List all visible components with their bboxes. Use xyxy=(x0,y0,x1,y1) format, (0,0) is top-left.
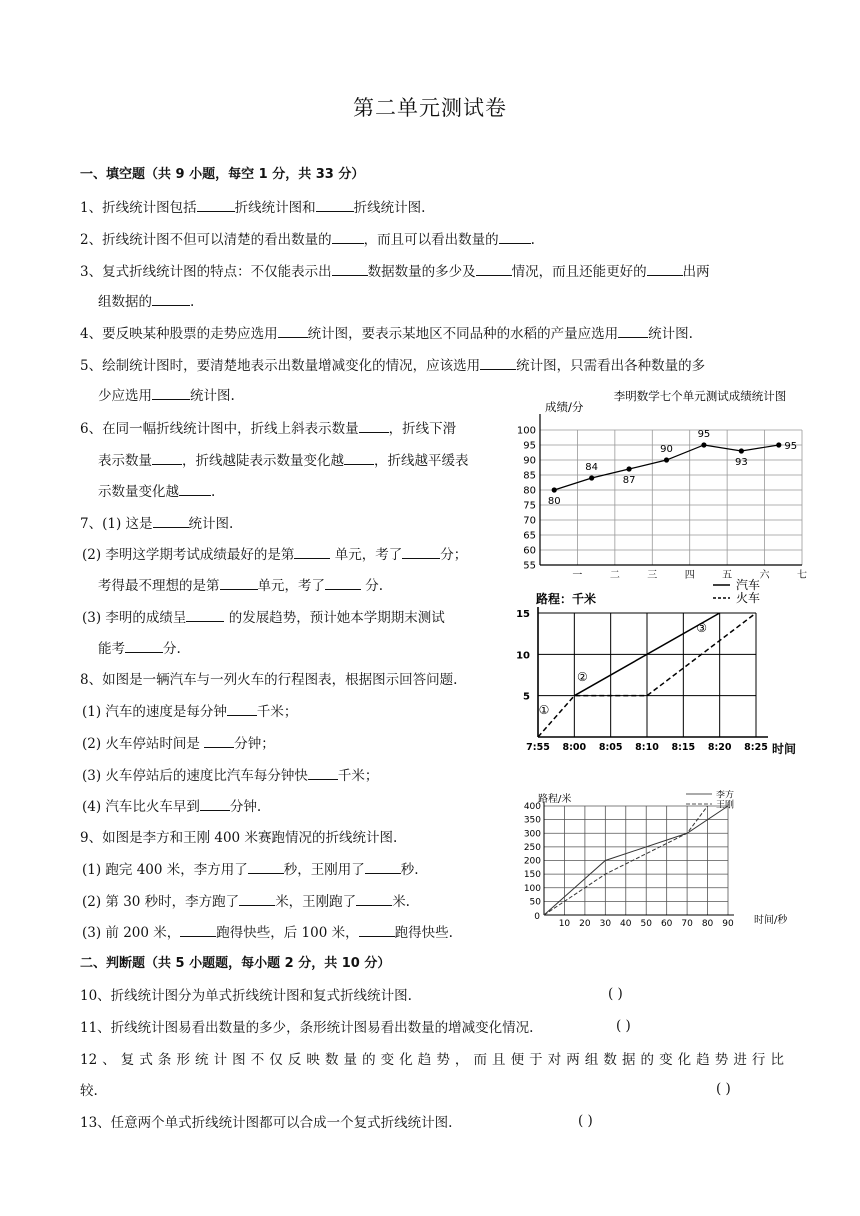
question-7-2: (2) 李明这学期考试成绩最好的是第 单元，考了 分； xyxy=(82,544,467,565)
data-label: 87 xyxy=(622,475,636,486)
legend-label: 李方 xyxy=(716,790,735,801)
question-6-cont: 表示数量 ，折线越陡表示数量变化越 ，折线越平缓表 xyxy=(98,450,469,471)
question-9-2: (2) 第 30 秒时，李方跑了 米，王刚跑了 米. xyxy=(82,891,410,912)
travel-line-chart xyxy=(508,577,810,759)
question-7-2-cont: 考得最不理想的是第 单元，考了 分. xyxy=(98,575,383,596)
data-label: 90 xyxy=(660,444,673,455)
answer-blank[interactable] xyxy=(476,261,512,276)
y-tick-label: 250 xyxy=(523,842,541,853)
data-point xyxy=(776,442,781,447)
data-label: 93 xyxy=(734,457,748,468)
x-tick-label: 8:15 xyxy=(671,742,696,753)
score-line-chart xyxy=(510,384,810,580)
answer-blank[interactable] xyxy=(308,765,338,780)
answer-blank[interactable] xyxy=(152,385,190,400)
x-tick-label: 8:05 xyxy=(598,742,623,753)
marker-label: ③ xyxy=(696,621,708,636)
y-tick-label: 100 xyxy=(523,883,541,894)
y-tick-label: 15 xyxy=(516,609,530,620)
question-8-3: (3) 火车停站后的速度比汽车每分钟快 千米； xyxy=(82,765,378,786)
origin-label: 0 xyxy=(534,912,540,922)
question-3-cont: 组数据的 . xyxy=(98,291,194,312)
y-tick-label: 95 xyxy=(523,440,536,452)
question-7-3: (3) 李明的成绩呈 的发展趋势，预计她本学期期末测试 xyxy=(82,607,445,628)
x-tick-label: 四 xyxy=(684,570,695,580)
y-tick-label: 100 xyxy=(516,425,536,437)
x-tick-label: 50 xyxy=(640,919,652,929)
answer-blank[interactable] xyxy=(294,544,330,559)
y-tick-label: 75 xyxy=(523,500,536,512)
answer-blank[interactable] xyxy=(618,323,648,338)
question-9: 9、如图是李方和王刚 400 米赛跑情况的折线统计图. xyxy=(80,830,398,846)
answer-blank[interactable] xyxy=(152,291,190,306)
question-8-2: (2) 火车停站时间是 分钟； xyxy=(82,733,275,754)
x-tick-label: 五 xyxy=(722,570,733,580)
answer-blank[interactable] xyxy=(647,261,683,276)
question-13: 13、任意两个单式折线统计图都可以合成一个复式折线统计图. xyxy=(80,1115,453,1131)
question-8-4: (4) 汽车比火车早到 分钟. xyxy=(82,796,261,817)
answer-blank[interactable] xyxy=(204,733,234,748)
x-tick-label: 六 xyxy=(759,570,770,580)
x-tick-label: 30 xyxy=(599,919,612,929)
question-12-cont: 较. xyxy=(80,1083,98,1099)
x-tick-label: 二 xyxy=(609,570,620,580)
question-2: 2、折线统计图不但可以清楚的看出数量的 ，而且可以看出数量的 . xyxy=(80,229,535,250)
legend-label: 火车 xyxy=(736,591,761,605)
section-2-heading: 二、判断题（共 5 小题题，每小题 2 分，共 10 分） xyxy=(80,956,391,971)
y-tick-label: 80 xyxy=(523,485,536,497)
x-tick-label: 8:00 xyxy=(562,742,587,753)
answer-blank[interactable] xyxy=(499,229,531,244)
question-7: 7、(1) 这是 统计图. xyxy=(80,513,233,534)
y-tick-label: 200 xyxy=(523,856,541,867)
question-8-1: (1) 汽车的速度是每分钟 千米； xyxy=(82,701,297,722)
answer-parentheses[interactable]: ( ) xyxy=(716,1081,731,1097)
answer-blank[interactable] xyxy=(248,859,284,874)
answer-blank[interactable] xyxy=(186,607,224,622)
answer-blank[interactable] xyxy=(316,197,354,212)
x-tick-label: 70 xyxy=(681,919,693,929)
question-5-cont: 少应选用 统计图. xyxy=(98,385,235,406)
question-8: 8、如图是一辆汽车与一列火车的行程图表，根据图示回答问题. xyxy=(80,672,458,688)
question-4: 4、要反映某种股票的走势应选用 统计图，要表示某地区不同品种的水稻的产量应选用 统计图. xyxy=(80,323,693,344)
answer-blank[interactable] xyxy=(200,796,230,811)
question-3: 3、复式折线统计图的特点：不仅能表示出 数据数量的多少及 情况，而且还能更好的 出两 xyxy=(80,261,710,282)
answer-blank[interactable] xyxy=(344,450,374,465)
question-11: 11、折线统计图易看出数量的多少，条形统计图易看出数量的增减变化情况. xyxy=(80,1020,534,1036)
answer-parentheses[interactable]: ( ) xyxy=(616,1018,631,1034)
data-point xyxy=(739,448,744,453)
x-axis-label: 时间 xyxy=(772,742,797,756)
data-label: 95 xyxy=(697,429,711,440)
answer-blank[interactable] xyxy=(125,638,163,653)
answer-blank[interactable] xyxy=(152,450,182,465)
y-tick-label: 350 xyxy=(523,815,541,826)
answer-blank[interactable] xyxy=(359,418,389,433)
data-point xyxy=(701,442,706,447)
x-tick-label: 90 xyxy=(722,919,734,929)
legend-label: 汽车 xyxy=(736,578,761,592)
data-point xyxy=(552,487,557,492)
y-tick-label: 60 xyxy=(523,545,536,557)
x-tick-label: 三 xyxy=(647,570,658,580)
answer-blank[interactable] xyxy=(402,544,440,559)
question-5: 5、绘制统计图时，要清楚地表示出数量增减变化的情况，应该选用 统计图，只需看出各种数量的多 xyxy=(80,355,705,376)
data-point xyxy=(664,457,669,462)
x-tick-label: 8:20 xyxy=(707,742,732,753)
page-title: 第二单元测试卷 xyxy=(353,96,507,120)
y-tick-label: 150 xyxy=(523,870,541,881)
x-tick-label: 80 xyxy=(701,919,714,929)
y-tick-label: 50 xyxy=(529,897,541,908)
question-9-1: (1) 跑完 400 米，李方用了 秒，王刚用了 秒. xyxy=(82,859,419,880)
answer-blank[interactable] xyxy=(220,575,258,590)
data-label: 95 xyxy=(784,441,798,452)
question-6-cont2: 示数量变化越 . xyxy=(98,481,215,502)
x-tick-label: 8:10 xyxy=(635,742,659,753)
answer-blank[interactable] xyxy=(179,481,211,496)
answer-parentheses[interactable]: ( ) xyxy=(608,986,623,1002)
answer-blank[interactable] xyxy=(325,575,361,590)
data-label: 80 xyxy=(547,496,561,507)
x-tick-label: 10 xyxy=(558,919,571,929)
marker-label: ① xyxy=(538,702,550,717)
y-axis-label: 路程/米 xyxy=(538,794,572,805)
answer-blank[interactable] xyxy=(332,261,368,276)
section-1-heading: 一、填空题（共 9 小题，每空 1 分，共 33 分） xyxy=(80,167,365,182)
y-axis-label: 路程：千米 xyxy=(536,592,597,606)
y-tick-label: 90 xyxy=(523,455,536,467)
x-tick-label: 20 xyxy=(579,919,591,929)
x-axis-label: 时间/秒 xyxy=(754,915,788,926)
answer-blank[interactable] xyxy=(480,355,516,370)
data-point xyxy=(589,475,594,480)
answer-blank[interactable] xyxy=(180,922,216,937)
y-tick-label: 55 xyxy=(523,560,536,572)
x-tick-label: 40 xyxy=(620,919,632,929)
question-6: 6、在同一幅折线统计图中，折线上斜表示数量 ，折线下滑 xyxy=(80,418,456,439)
y-tick-label: 65 xyxy=(523,530,536,542)
data-point xyxy=(626,466,631,471)
y-axis-label: 成绩/分 xyxy=(545,400,584,414)
answer-blank[interactable] xyxy=(227,701,257,716)
data-label: 84 xyxy=(585,462,599,473)
race-line-chart xyxy=(516,790,806,930)
y-tick-label: 10 xyxy=(516,650,530,662)
x-tick-label: 7:55 xyxy=(526,742,550,753)
question-10: 10、折线统计图分为单式折线统计图和复式折线统计图. xyxy=(80,988,412,1004)
question-7-3-cont: 能考 分. xyxy=(98,638,181,659)
answer-blank[interactable] xyxy=(239,891,275,906)
y-tick-label: 5 xyxy=(523,691,530,703)
answer-blank[interactable] xyxy=(197,197,235,212)
answer-blank[interactable] xyxy=(278,323,308,338)
y-tick-label: 70 xyxy=(523,515,536,527)
question-9-3: (3) 前 200 米， 跑得快些，后 100 米， 跑得快些. xyxy=(82,922,453,943)
answer-blank[interactable] xyxy=(359,922,395,937)
marker-label: ② xyxy=(576,669,588,684)
x-tick-label: 七 xyxy=(797,570,807,580)
chart-title: 李明数学七个单元测试成绩统计图 xyxy=(613,389,787,403)
answer-blank[interactable] xyxy=(365,859,401,874)
answer-blank[interactable] xyxy=(356,891,392,906)
question-12: 12、复式条形统计图不仅反映数量的变化趋势，而且便于对两组数据的变化趋势进行比 xyxy=(80,1052,784,1068)
answer-blank[interactable] xyxy=(153,513,189,528)
y-tick-label: 300 xyxy=(523,829,541,840)
y-tick-label: 85 xyxy=(523,470,536,482)
y-tick-label: 400 xyxy=(523,802,541,812)
answer-blank[interactable] xyxy=(332,229,364,244)
answer-parentheses[interactable]: ( ) xyxy=(578,1113,593,1129)
x-tick-label: 8:25 xyxy=(744,742,768,753)
x-tick-label: 一 xyxy=(572,570,583,580)
question-1: 1、折线统计图包括 折线统计图和 折线统计图. xyxy=(80,197,425,218)
x-tick-label: 60 xyxy=(660,919,673,929)
legend-label: 王刚 xyxy=(716,800,735,811)
